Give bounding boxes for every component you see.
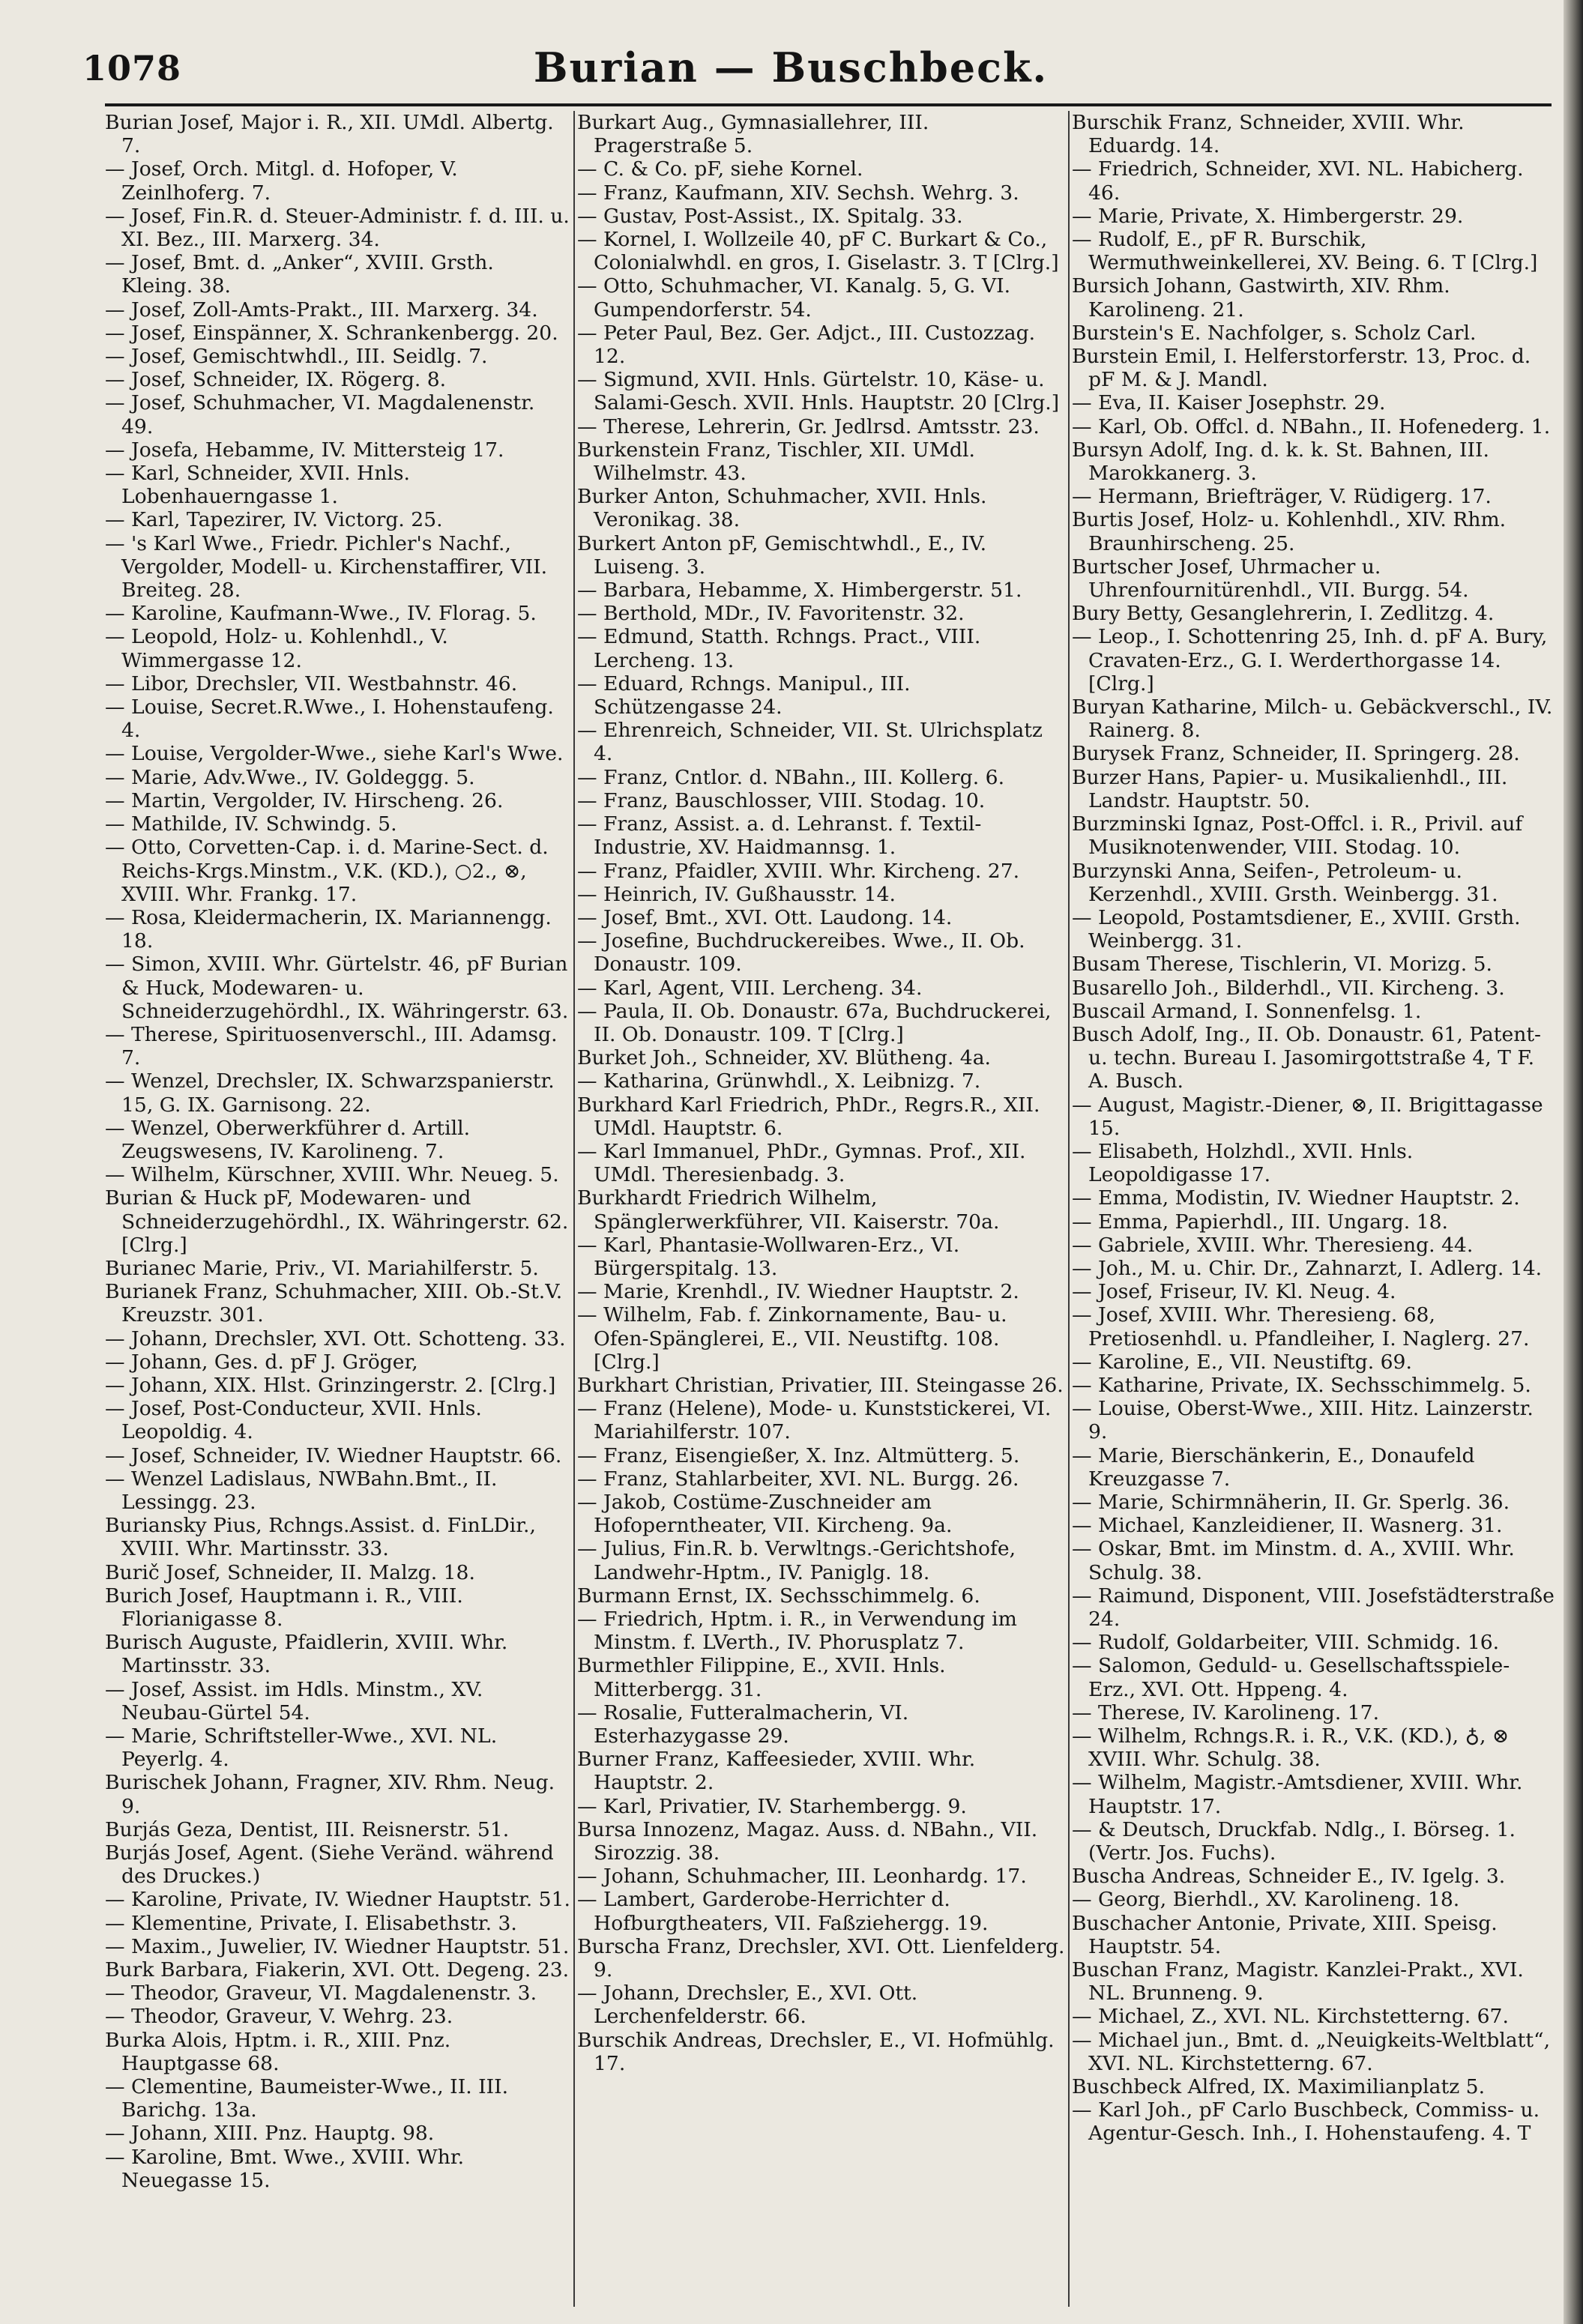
directory-entry: — Eduard, Rchngs. Manipul., III. Schützengasse 24. xyxy=(577,671,911,719)
page-edge-shadow xyxy=(1564,0,1583,2324)
directory-entry: — Josef, Gemischtwhdl., III. Seidlg. 7. xyxy=(105,345,488,369)
directory-entry: — Libor, Drechsler, VII. Westbahnstr. 46. xyxy=(105,671,518,695)
directory-entry: Busarello Joh., Bilderhdl., VII. Kircheng. 3. xyxy=(1072,976,1505,1000)
directory-entry: — Marie, Schriftsteller-Wwe., XVI. NL. Peyerlg. 4. xyxy=(105,1724,498,1772)
directory-entry: — Theodor, Graveur, VI. Magdalenenstr. 3. xyxy=(105,1982,537,2005)
directory-entry: — Franz, Bauschlosser, VIII. Stodag. 10. xyxy=(577,788,986,812)
directory-entry: — & Deutsch, Druckfab. Ndlg., I. Börseg. 1. (Vertr. Jos. Fuchs). xyxy=(1072,1817,1516,1865)
directory-entry: — Josef, Bmt. d. „Anker“, XVIII. Grsth. Kleing. 38. xyxy=(105,251,494,298)
directory-entry: Burzer Hans, Papier- u. Musikalienhdl., III. Landstr. Hauptstr. 50. xyxy=(1072,765,1508,812)
directory-entry: — Therese, Spirituosenverschl., III. Adamsg. 7. xyxy=(105,1022,558,1070)
directory-entry: — Emma, Papierhdl., III. Ungarg. 18. xyxy=(1072,1210,1448,1234)
directory-entry: — Emma, Modistin, IV. Wiedner Hauptstr. 2. xyxy=(1072,1186,1520,1210)
directory-entry: Burk Barbara, Fiakerin, XVI. Ott. Degeng. 23. xyxy=(105,1958,570,1982)
directory-entry: — Karl Immanuel, PhDr., Gymnas. Prof., XII. UMdl. Theresienbadg. 3. xyxy=(577,1139,1026,1187)
directory-entry: Burjás Josef, Agent. (Siehe Veränd. während des Druckes.) xyxy=(105,1841,554,1889)
directory-entry: — Wenzel Ladislaus, NWBahn.Bmt., II. Lessingg. 23. xyxy=(105,1467,498,1514)
directory-entry: Burkhart Christian, Privatier, III. Steingasse 26. xyxy=(577,1373,1064,1397)
directory-entry: — Elisabeth, Holzhdl., XVII. Hnls. Leopoldigasse 17. xyxy=(1072,1139,1414,1187)
directory-entry: Burtis Josef, Holz- u. Kohlenhdl., XIV. Rhm. Braunhirscheng. 25. xyxy=(1072,508,1507,555)
directory-entry: — Hermann, Briefträger, V. Rüdigerg. 17. xyxy=(1072,485,1492,509)
directory-entry: — Karl Joh., pF Carlo Buschbeck, Commiss- u. Agentur-Gesch. Inh., I. Hohenstaufeng. 4. T xyxy=(1072,2098,1540,2146)
directory-entry: — Joh., M. u. Chir. Dr., Zahnarzt, I. Adlerg. 14. xyxy=(1072,1256,1543,1280)
directory-entry: — Otto, Corvetten-Cap. i. d. Marine-Sect. d. Reichs-Krgs.Minstm., V.K. (KD.), ○2., ⊗, XVIII. Whr. Frankg. 17. xyxy=(105,836,549,906)
directory-entry: — Karoline, E., VII. Neustiftg. 69. xyxy=(1072,1350,1412,1374)
directory-entry: — Peter Paul, Bez. Ger. Adjct., III. Custozzag. 12. xyxy=(577,321,1036,369)
directory-entry: Burscha Franz, Drechsler, XVI. Ott. Lienfelderg. 9. xyxy=(577,1934,1065,1982)
directory-entry: — Katharina, Grünwhdl., X. Leibnizg. 7. xyxy=(577,1069,981,1093)
directory-entry: — Josef, Einspänner, X. Schrankenbergg. 20. xyxy=(105,321,558,345)
directory-entry: — Rosalie, Futteralmacherin, VI. Esterhazygasse 29. xyxy=(577,1700,909,1748)
directory-entry: Burstein's E. Nachfolger, s. Scholz Carl. xyxy=(1072,321,1477,345)
directory-entry: — Johann, Drechsler, XVI. Ott. Schotteng. 33. xyxy=(105,1327,566,1350)
directory-entry: Burkert Anton pF, Gemischtwhdl., E., IV. Luiseng. 3. xyxy=(577,531,987,579)
directory-entry: — Franz (Helene), Mode- u. Kunststickerei, VI. Mariahilferstr. 107. xyxy=(577,1397,1052,1444)
directory-entry: — Jakob, Costüme-Zuschneider am Hofoperntheater, VII. Kircheng. 9a. xyxy=(577,1490,953,1538)
directory-entry: — Josef, Post-Conducteur, XVII. Hnls. Leopoldig. 4. xyxy=(105,1397,482,1444)
directory-entry: Buscail Armand, I. Sonnenfelsg. 1. xyxy=(1072,999,1422,1023)
directory-entry: Burmethler Filippine, E., XVII. Hnls. Mitterbergg. 31. xyxy=(577,1654,946,1701)
directory-entry: Burzminski Ignaz, Post-Offcl. i. R., Privil. auf Musiknotenwender, VIII. Stodag. 10. xyxy=(1072,812,1523,860)
directory-entry: Burka Alois, Hptm. i. R., XIII. Pnz. Hauptgasse 68. xyxy=(105,2028,451,2075)
directory-entry: — Johann, XIII. Pnz. Hauptg. 98. xyxy=(105,2122,435,2146)
column-divider xyxy=(1068,111,1070,2307)
directory-entry: Burtscher Josef, Uhrmacher u. Uhrenfournitürenhdl., VII. Burgg. 54. xyxy=(1072,555,1469,603)
directory-entry: Busch Adolf, Ing., II. Ob. Donaustr. 61, Patent- u. techn. Bureau I. Jasomirgottstraße 4, T F. A. Busch. xyxy=(1072,1022,1542,1093)
directory-entry: Burkenstein Franz, Tischler, XII. UMdl. Wilhelmstr. 43. xyxy=(577,438,975,486)
directory-entry: — Wenzel, Oberwerkführer d. Artill. Zeugswesens, IV. Karolineng. 7. xyxy=(105,1116,471,1163)
directory-entry: — Josef, Fin.R. d. Steuer-Administr. f. d. III. u. XI. Bez., III. Marxerg. 34. xyxy=(105,204,570,252)
directory-entry: Burkhardt Friedrich Wilhelm, Spänglerwerkführer, VII. Kaiserstr. 70a. xyxy=(577,1186,1000,1234)
directory-entry: — Franz, Assist. a. d. Lehranst. f. Textil-Industrie, XV. Haidmannsg. 1. xyxy=(577,812,982,860)
directory-entry: — Friedrich, Schneider, XVI. NL. Habicherg. 46. xyxy=(1072,157,1524,205)
directory-entry: Burischek Johann, Fragner, XIV. Rhm. Neug. 9. xyxy=(105,1771,555,1818)
directory-entry: — Rudolf, Goldarbeiter, VIII. Schmidg. 16. xyxy=(1072,1631,1500,1655)
directory-entry: Burianec Marie, Priv., VI. Mariahilferstr. 5. xyxy=(105,1256,539,1280)
directory-entry: Burker Anton, Schuhmacher, XVII. Hnls. Veronikag. 38. xyxy=(577,485,987,532)
directory-entry: — Marie, Adv.Wwe., IV. Goldeggg. 5. xyxy=(105,765,475,789)
directory-entry: — Wilhelm, Magistr.-Amtsdiener, XVIII. Whr. Hauptstr. 17. xyxy=(1072,1771,1523,1818)
directory-entry: — Josef, Schneider, IV. Wiedner Hauptstr. 66. xyxy=(105,1443,562,1467)
directory-entry: — Karoline, Bmt. Wwe., XVIII. Whr. Neuegasse 15. xyxy=(105,2145,465,2192)
directory-entry: — Raimund, Disponent, VIII. Josefstädterstraße 24. xyxy=(1072,1584,1555,1631)
directory-entry: Burianek Franz, Schuhmacher, XIII. Ob.-St.V. Kreuzstr. 301. xyxy=(105,1280,563,1327)
directory-entry: — Ehrenreich, Schneider, VII. St. Ulrichsplatz 4. xyxy=(577,719,1043,766)
directory-entry: — Johann, Schuhmacher, III. Leonhardg. 17. xyxy=(577,1865,1027,1889)
directory-entry: — Kornel, I. Wollzeile 40, pF C. Burkart & Co., Colonialwhdl. en gros, I. Giselastr. 3. T [Clrg.] xyxy=(577,228,1059,275)
directory-entry: — 's Karl Wwe., Friedr. Pichler's Nachf., Vergolder, Modell- u. Kirchenstaffirer, VII. Breiteg. 28. xyxy=(105,531,548,603)
directory-entry: — Sigmund, XVII. Hnls. Gürtelstr. 10, Käse- u. Salami-Gesch. XVII. Hnls. Hauptstr. 20 [Clrg.] xyxy=(577,368,1060,415)
page-number: 1078 xyxy=(82,48,182,88)
directory-entry: — Simon, XVIII. Whr. Gürtelstr. 46, pF Burian & Huck, Modewaren- u. Schneiderzugehördhl., IX. Währingerstr. 63. xyxy=(105,953,569,1023)
directory-entry: — Theodor, Graveur, V. Wehrg. 23. xyxy=(105,2005,453,2029)
directory-entry: — Wilhelm, Kürschner, XVIII. Whr. Neueg. 5. xyxy=(105,1163,559,1187)
column-1 xyxy=(105,111,571,2307)
directory-entry: — Clementine, Baumeister-Wwe., II. III. Barichg. 13a. xyxy=(105,2075,509,2122)
directory-entry: Bursa Innozenz, Magaz. Auss. d. NBahn., VII. Sirozzig. 38. xyxy=(577,1817,1038,1865)
directory-entry: — Leop., I. Schottenring 25, Inh. d. pF A. Bury, Cravaten-Erz., G. I. Werderthorgasse 14. [Clrg.] xyxy=(1072,625,1548,695)
directory-entry: — Louise, Oberst-Wwe., XIII. Hitz. Lainzerstr. 9. xyxy=(1072,1397,1534,1444)
directory-entry: — Paula, II. Ob. Donaustr. 67a, Buchdruckerei, II. Ob. Donaustr. 109. T [Clrg.] xyxy=(577,999,1052,1046)
directory-entry: — Marie, Private, X. Himbergerstr. 29. xyxy=(1072,204,1464,228)
directory-entry: Bury Betty, Gesanglehrerin, I. Zedlitzg. 4. xyxy=(1072,602,1495,626)
directory-entry: — Karl, Tapezirer, IV. Victorg. 25. xyxy=(105,508,443,532)
directory-entry: — Heinrich, IV. Gußhausstr. 14. xyxy=(577,882,896,906)
directory-entry: — Friedrich, Hptm. i. R., in Verwendung im Minstm. f. LVerth., IV. Phorusplatz 7. xyxy=(577,1608,1017,1655)
directory-entry: Buschacher Antonie, Private, XIII. Speisg. Hauptstr. 54. xyxy=(1072,1911,1498,1958)
directory-entry: — Michael jun., Bmt. d. „Neuigkeits-Weltblatt“, XVI. NL. Kirchstetterng. 67. xyxy=(1072,2028,1551,2075)
directory-entry: Bursyn Adolf, Ing. d. k. k. St. Bahnen, III. Marokkanerg. 3. xyxy=(1072,438,1489,486)
directory-entry: — Georg, Bierhdl., XV. Karolineng. 18. xyxy=(1072,1888,1460,1912)
column-divider xyxy=(573,111,575,2307)
directory-entry: Busam Therese, Tischlerin, VI. Morizg. 5. xyxy=(1072,953,1492,977)
directory-entry: Burich Josef, Hauptmann i. R., VIII. Florianigasse 8. xyxy=(105,1584,463,1631)
directory-entry: — Franz, Pfaidler, XVIII. Whr. Kircheng. 27. xyxy=(577,859,1020,883)
directory-entry: — Karoline, Kaufmann-Wwe., IV. Florag. 5. xyxy=(105,602,537,626)
directory-entry: Buriansky Pius, Rchngs.Assist. d. FinLDir., XVIII. Whr. Martinsstr. 33. xyxy=(105,1514,536,1561)
directory-entry: Buschan Franz, Magistr. Kanzlei-Prakt., XVI. NL. Brunneng. 9. xyxy=(1072,1958,1524,2005)
column-3 xyxy=(1072,111,1556,2307)
directory-entry: — Franz, Stahlarbeiter, XVI. NL. Burgg. 26. xyxy=(577,1467,1019,1491)
directory-entry: — Klementine, Private, I. Elisabethstr. 3. xyxy=(105,1911,517,1935)
directory-entry: — Eva, II. Kaiser Josephstr. 29. xyxy=(1072,391,1386,415)
directory-entry: Buryan Katharine, Milch- u. Gebäckverschl., IV. Rainerg. 8. xyxy=(1072,695,1553,743)
column-2 xyxy=(577,111,1066,2307)
directory-entry: Burkhard Karl Friedrich, PhDr., Regrs.R., XII. UMdl. Hauptstr. 6. xyxy=(577,1093,1040,1140)
directory-entry: Burner Franz, Kaffeesieder, XVIII. Whr. Hauptstr. 2. xyxy=(577,1748,976,1795)
directory-entry: — August, Magistr.-Diener, ⊗, II. Brigittagasse 15. xyxy=(1072,1093,1543,1140)
directory-entry: — Josef, Schneider, IX. Rögerg. 8. xyxy=(105,368,447,392)
header-rule xyxy=(105,103,1552,106)
directory-entry: — Julius, Fin.R. b. Verwltngs.-Gerichtshofe, Landwehr-Hptm., IV. Paniglg. 18. xyxy=(577,1537,1016,1584)
directory-entry: Bursich Johann, Gastwirth, XIV. Rhm. Karolineng. 21. xyxy=(1072,274,1450,322)
directory-entry: — Michael, Z., XVI. NL. Kirchstetterng. 67. xyxy=(1072,2005,1509,2029)
directory-entry: — Karl, Phantasie-Wollwaren-Erz., VI. Bürgerspitalg. 13. xyxy=(577,1233,960,1280)
directory-entry: Burisch Auguste, Pfaidlerin, XVIII. Whr. Martinsstr. 33. xyxy=(105,1631,508,1678)
directory-entry: — C. & Co. pF, siehe Kornel. xyxy=(577,157,863,181)
directory-entry: — Karl, Privatier, IV. Starhembergg. 9. xyxy=(577,1794,967,1818)
directory-entry: — Franz, Eisengießer, X. Inz. Altmütterg. 5. xyxy=(577,1443,1020,1467)
directory-entry: — Josef, XVIII. Whr. Theresieng. 68, Pretiosenhdl. u. Pfandleiher, I. Naglerg. 27. xyxy=(1072,1303,1530,1350)
page-header xyxy=(30,43,1552,103)
directory-entry: — Therese, Lehrerin, Gr. Jedlrsd. Amtsstr. 23. xyxy=(577,414,1040,438)
directory-entry: — Wilhelm, Rchngs.R. i. R., V.K. (KD.), ♁, ⊗ XVIII. Whr. Schulg. 38. xyxy=(1072,1724,1510,1772)
directory-entry: Buschbeck Alfred, IX. Maximilianplatz 5. xyxy=(1072,2075,1486,2099)
directory-entry: — Michael, Kanzleidiener, II. Wasnerg. 31. xyxy=(1072,1514,1503,1538)
directory-entry: — Josef, Zoll-Amts-Prakt., III. Marxerg. 34. xyxy=(105,298,538,322)
directory-entry: — Oskar, Bmt. im Minstm. d. A., XVIII. Whr. Schulg. 38. xyxy=(1072,1537,1515,1584)
directory-entry: — Edmund, Statth. Rchngs. Pract., VIII. Lercheng. 13. xyxy=(577,625,981,672)
directory-entry: Burian & Huck pF, Modewaren- und Schneiderzugehördhl., IX. Währingerstr. 62. [Clrg.] xyxy=(105,1186,569,1257)
directory-entry: — Johann, Drechsler, E., XVI. Ott. Lerchenfelderstr. 66. xyxy=(577,1982,918,2029)
directory-entry: Burjás Geza, Dentist, III. Reisnerstr. 51. xyxy=(105,1817,510,1841)
directory-entry: — Martin, Vergolder, IV. Hirscheng. 26. xyxy=(105,788,504,812)
directory-entry: Burket Joh., Schneider, XV. Blütheng. 4a. xyxy=(577,1046,992,1070)
directory-entry: — Otto, Schuhmacher, VI. Kanalg. 5, G. VI. Gumpendorferstr. 54. xyxy=(577,274,1011,322)
directory-entry: — Josefine, Buchdruckereibes. Wwe., II. Ob. Donaustr. 109. xyxy=(577,929,1025,977)
directory-entry: — Marie, Schirmnäherin, II. Gr. Sperlg. 36. xyxy=(1072,1490,1510,1514)
directory-entry: — Gustav, Post-Assist., IX. Spitalg. 33. xyxy=(577,204,963,228)
directory-entry: — Wenzel, Drechsler, IX. Schwarzspanierstr. 15, G. IX. Garnisong. 22. xyxy=(105,1069,555,1117)
directory-entry: — Gabriele, XVIII. Whr. Theresieng. 44. xyxy=(1072,1233,1474,1257)
directory-entry: — Louise, Vergolder-Wwe., siehe Karl's Wwe. xyxy=(105,742,564,766)
directory-entry: Burschik Andreas, Drechsler, E., VI. Hofmühlg. 17. xyxy=(577,2028,1055,2075)
directory-entry: Buscha Andreas, Schneider E., IV. Igelg. 3. xyxy=(1072,1865,1506,1889)
directory-entry: — Josef, Schuhmacher, VI. Magdalenenstr. 49. xyxy=(105,391,535,438)
directory-entry: — Therese, IV. Karolineng. 17. xyxy=(1072,1700,1380,1724)
directory-entry: — Josef, Orch. Mitgl. d. Hofoper, V. Zeinlhoferg. 7. xyxy=(105,157,458,205)
directory-entry: — Karl, Ob. Offcl. d. NBahn., II. Hofenederg. 1. xyxy=(1072,414,1551,438)
directory-entry: — Barbara, Hebamme, X. Himbergerstr. 51. xyxy=(577,579,1022,603)
directory-entry: — Marie, Bierschänkerin, E., Donaufeld Kreuzgasse 7. xyxy=(1072,1443,1475,1491)
directory-entry: — Leopold, Holz- u. Kohlenhdl., V. Wimmergasse 12. xyxy=(105,625,448,672)
page-title: Burian — Buschbeck. xyxy=(533,43,1049,91)
directory-entry: — Leopold, Postamtsdiener, E., XVIII. Grsth. Weinbergg. 31. xyxy=(1072,905,1521,953)
directory-entry: Burzynski Anna, Seifen-, Petroleum- u. Kerzenhdl., XVIII. Grsth. Weinbergg. 31. xyxy=(1072,859,1498,906)
directory-entry: Burschik Franz, Schneider, XVIII. Whr. Eduardg. 14. xyxy=(1072,111,1465,158)
directory-entry: — Josef, Bmt., XVI. Ott. Laudong. 14. xyxy=(577,905,953,929)
directory-entry: — Rudolf, E., pF R. Burschik, Wermuthweinkellerei, XV. Being. 6. T [Clrg.] xyxy=(1072,228,1538,275)
directory-entry: — Louise, Secret.R.Wwe., I. Hohenstaufeng. 4. xyxy=(105,695,554,743)
directory-entry: — Lambert, Garderobe-Herrichter d. Hofburgtheaters, VII. Faßziehergg. 19. xyxy=(577,1888,989,1935)
directory-entry: — Franz, Kaufmann, XIV. Sechsh. Wehrg. 3. xyxy=(577,181,1019,205)
directory-entry: Burysek Franz, Schneider, II. Springerg. 28. xyxy=(1072,742,1520,766)
directory-entry: Burian Josef, Major i. R., XII. UMdl. Albertg. 7. xyxy=(105,111,554,158)
directory-entry: — Johann, XIX. Hlst. Grinzingerstr. 2. [Clrg.] xyxy=(105,1373,556,1397)
directory-entry: — Josefa, Hebamme, IV. Mittersteig 17. xyxy=(105,438,504,462)
directory-entry: — Josef, Assist. im Hdls. Minstm., XV. Neubau-Gürtel 54. xyxy=(105,1677,483,1724)
directory-entry: — Berthold, MDr., IV. Favoritenstr. 32. xyxy=(577,602,965,626)
directory-entry: — Marie, Krenhdl., IV. Wiedner Hauptstr. 2. xyxy=(577,1280,1019,1304)
directory-entry: — Maxim., Juwelier, IV. Wiedner Hauptstr. 51. xyxy=(105,1934,570,1958)
directory-entry: — Katharine, Private, IX. Sechsschimmelg. 5. xyxy=(1072,1373,1531,1397)
directory-entry: — Salomon, Geduld- u. Gesellschaftsspiele-Erz., XVI. Ott. Hppeng. 4. xyxy=(1072,1654,1510,1701)
directory-entry: — Karl, Schneider, XVII. Hnls. Lobenhauerngasse 1. xyxy=(105,462,410,509)
directory-entry: Burič Josef, Schneider, II. Malzg. 18. xyxy=(105,1560,475,1584)
directory-entry: — Karl, Agent, VIII. Lercheng. 34. xyxy=(577,976,923,1000)
directory-entry: — Johann, Ges. d. pF J. Gröger, xyxy=(105,1350,418,1374)
directory-entry: — Josef, Friseur, IV. Kl. Neug. 4. xyxy=(1072,1280,1396,1304)
directory-entry: Burkart Aug., Gymnasiallehrer, III. Pragerstraße 5. xyxy=(577,111,929,158)
directory-entry: — Franz, Cntlor. d. NBahn., III. Kollerg. 6. xyxy=(577,765,1005,789)
directory-entry: — Mathilde, IV. Schwindg. 5. xyxy=(105,812,397,836)
directory-entry: — Wilhelm, Fab. f. Zinkornamente, Bau- u. Ofen-Spänglerei, E., VII. Neustiftg. 108. [Clrg.] xyxy=(577,1303,1007,1374)
directory-entry: — Rosa, Kleidermacherin, IX. Mariannengg. 18. xyxy=(105,905,552,953)
directory-entry: — Karoline, Private, IV. Wiedner Hauptstr. 51. xyxy=(105,1888,570,1912)
directory-entry: Burstein Emil, I. Helferstorferstr. 13, Proc. d. pF M. & J. Mandl. xyxy=(1072,345,1531,392)
directory-entry: Burmann Ernst, IX. Sechsschimmelg. 6. xyxy=(577,1584,980,1608)
